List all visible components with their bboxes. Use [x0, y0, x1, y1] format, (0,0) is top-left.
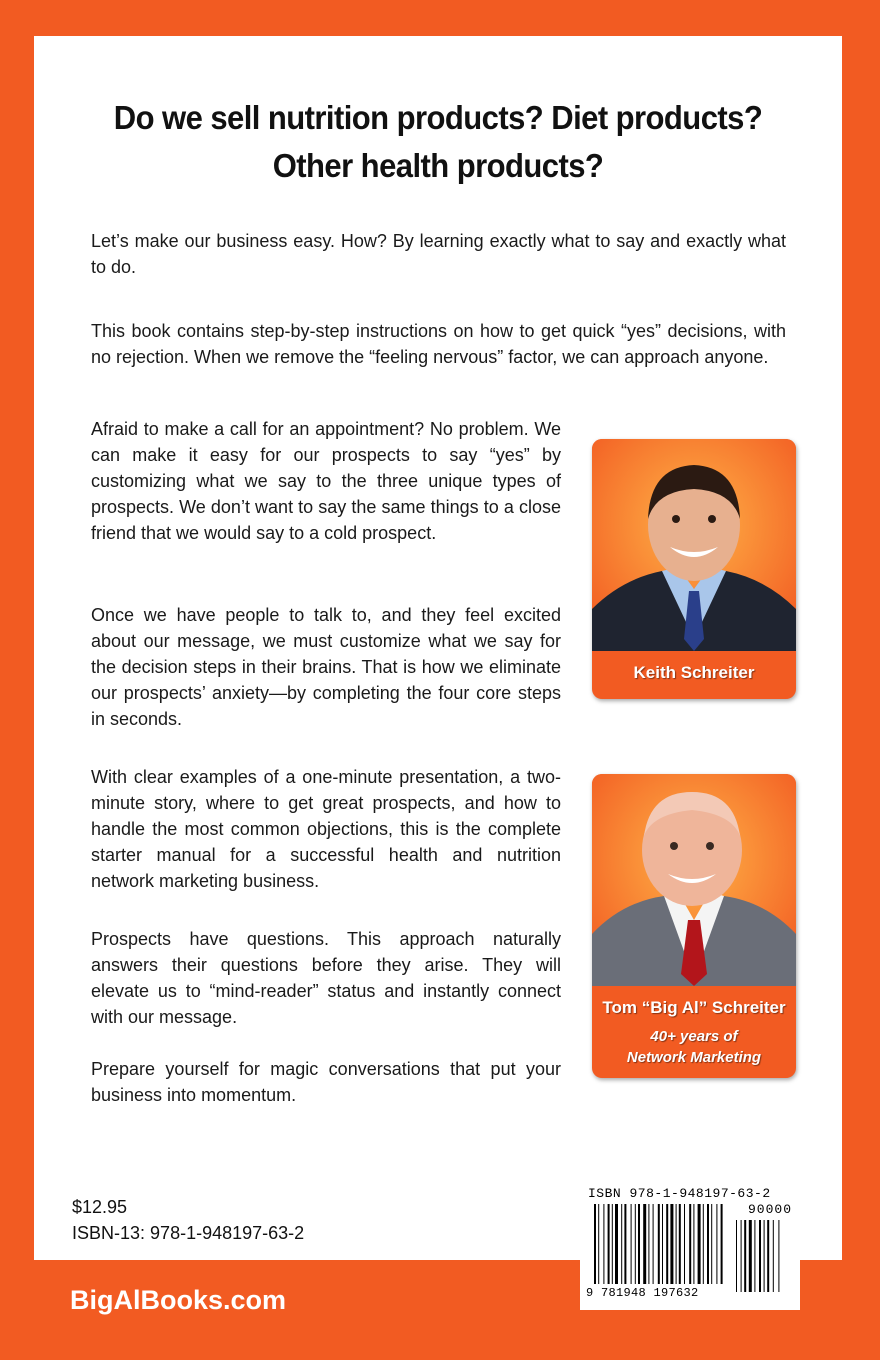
barcode-bar	[643, 1204, 646, 1284]
barcode-bar	[684, 1204, 685, 1284]
barcode-bar	[621, 1204, 622, 1284]
author-name-keith: Keith Schreiter	[633, 663, 755, 682]
barcode-bar	[638, 1204, 640, 1284]
price: $12.95	[72, 1197, 128, 1217]
barcode-bar	[631, 1204, 632, 1284]
barcode-bar	[658, 1204, 660, 1284]
barcode-bar	[608, 1204, 610, 1284]
paragraph-questions: Prospects have questions. This approach naturally answers their questions before they arise. They will elevate us to “mind-reader” status and instantly connect with our message.	[91, 929, 561, 1027]
author-card-keith	[592, 439, 796, 699]
barcode-bar	[615, 1204, 618, 1284]
barcode-bar	[693, 1204, 694, 1284]
barcode-bar	[635, 1204, 636, 1284]
barcode-addon-bar	[749, 1220, 752, 1292]
barcode-isbn-text: ISBN 978-1-948197-63-2	[588, 1186, 771, 1201]
barcode-addon-bar	[759, 1220, 761, 1292]
barcode-bar	[648, 1204, 649, 1284]
paragraph-intro: Let’s make our business easy. How? By learning exactly what to say and exactly what to do.	[91, 231, 786, 277]
paragraph-decision-steps: Once we have people to talk to, and they feel excited about our message, we must customize what we say for the decision steps in their brains. That is how we eliminate our prospects’ anxiety—by completing the four core steps in seconds.	[91, 605, 561, 729]
barcode-addon-bar	[741, 1220, 742, 1292]
barcode-bar	[598, 1204, 599, 1284]
barcode-bar	[612, 1204, 613, 1284]
paragraph-closing: Prepare yourself for magic conversations that put your business into momentum.	[91, 1059, 561, 1105]
barcode-bar	[698, 1204, 701, 1284]
barcode	[580, 1182, 800, 1310]
barcode-bar	[624, 1204, 626, 1284]
barcode-addon-bar	[744, 1220, 746, 1292]
headline-line-2: Other health products?	[272, 147, 604, 184]
barcode-bar	[711, 1204, 712, 1284]
author-photo-keith	[592, 439, 796, 651]
barcode-addon-bar	[773, 1220, 774, 1292]
author-name-tom: Tom “Big Al” Schreiter	[602, 998, 786, 1017]
barcode-bar	[594, 1204, 596, 1284]
barcode-bar	[603, 1204, 604, 1284]
barcode-digits: 9 781948 197632	[586, 1286, 699, 1300]
paragraph-appointment: Afraid to make a call for an appointment? No problem. We can make it easy for our prospects to say “yes” by customizing what we say to the three unique types of prospects. We don’t want to say the same things to a close friend that we would say to a cold prospect.	[91, 419, 561, 543]
author-photo-tom	[592, 774, 796, 986]
barcode-addon-bar	[736, 1220, 737, 1292]
barcode-bar	[721, 1204, 723, 1284]
paragraph-instructions: This book contains step-by-step instructions on how to get quick “yes” decisions, with no rejection. When we remove the “feeling nervous” factor, we can approach anyone.	[91, 321, 786, 367]
headline-line-1: Do we sell nutrition products? Diet products?	[113, 99, 763, 136]
author-tagline-2: Network Marketing	[626, 1049, 762, 1066]
headline	[58, 94, 818, 190]
barcode-bar	[679, 1204, 681, 1284]
author-card-tom	[592, 774, 796, 1078]
author-tagline-1: 40+ years of	[650, 1028, 738, 1045]
back-cover-panel	[34, 36, 842, 1260]
barcode-bar	[676, 1204, 677, 1284]
barcode-bar	[703, 1204, 704, 1284]
barcode-bar	[670, 1204, 673, 1284]
isbn-value: 978-1-948197-63-2	[150, 1223, 305, 1243]
isbn-label: ISBN-13:	[72, 1223, 146, 1243]
price-block	[72, 1194, 304, 1246]
barcode-bar	[653, 1204, 654, 1284]
website-url: BigAlBooks.com	[70, 1285, 287, 1315]
barcode-addon-code: 90000	[747, 1202, 792, 1217]
paragraph-examples: With clear examples of a one-minute presentation, a two-minute story, where to get great prospects, and how to handle the most common objections, this is the complete starter manual for a successful health and nutrition network marketing business.	[91, 767, 561, 891]
barcode-bar	[707, 1204, 709, 1284]
barcode-addon-bar	[778, 1220, 779, 1292]
barcode-bar	[662, 1204, 663, 1284]
barcode-bar	[716, 1204, 717, 1284]
barcode-bar	[689, 1204, 691, 1284]
isbn-line	[72, 1220, 304, 1246]
barcode-bar	[666, 1204, 668, 1284]
barcode-addon-bar	[764, 1220, 765, 1292]
barcode-addon-bar	[754, 1220, 755, 1292]
barcode-addon-bar	[767, 1220, 769, 1292]
